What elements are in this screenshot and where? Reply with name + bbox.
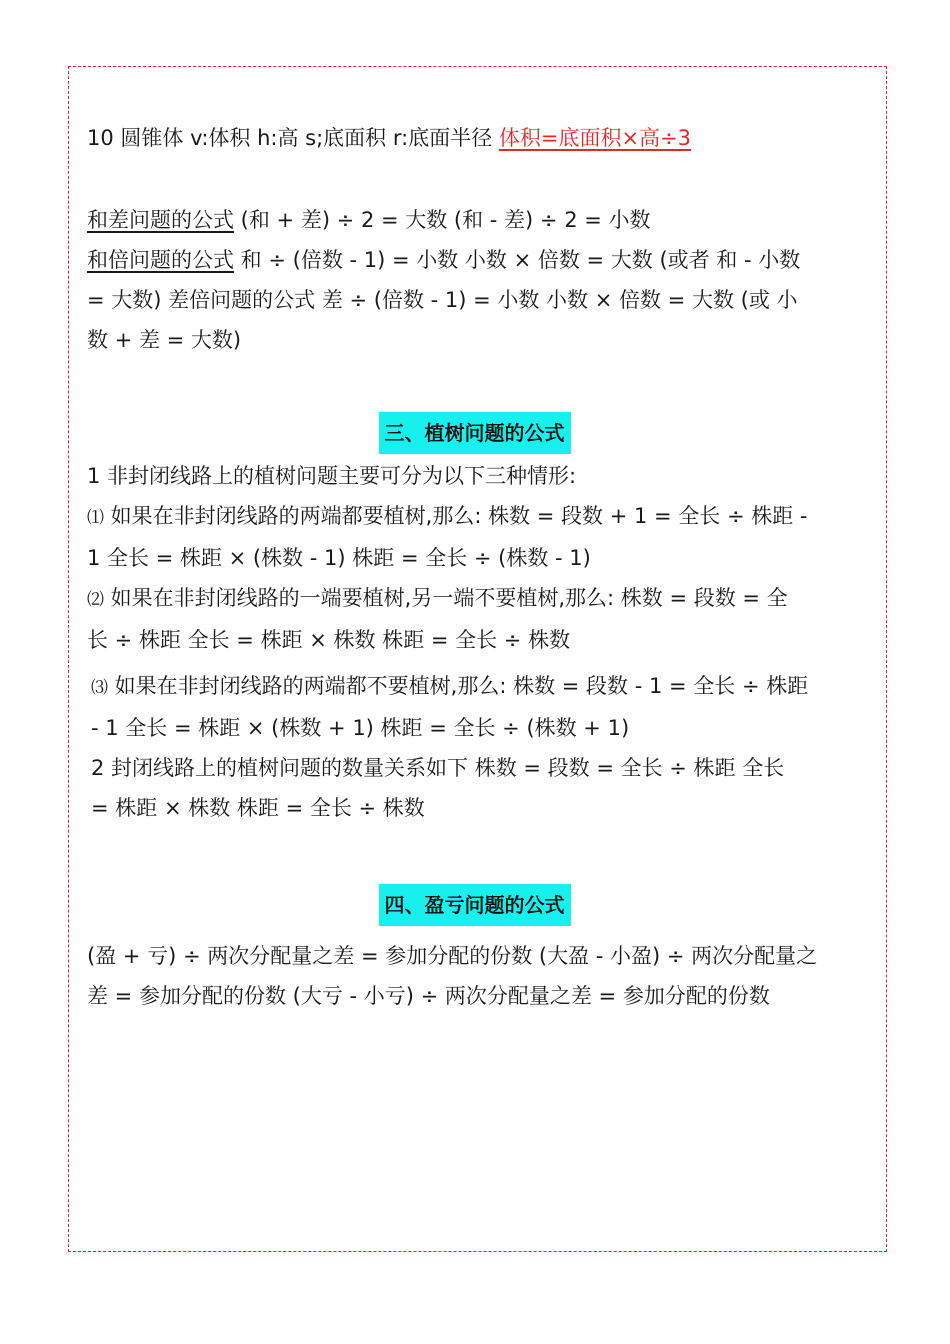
sum-multiple-text-1: 和 ÷ (倍数 - 1) = 小数 小数 × 倍数 = 大数 (或者 和 - 小数 [234, 248, 801, 272]
tree-planting-intro [87, 456, 862, 496]
case-1-text-b: 1 全长 = 株距 × (株数 - 1) 株距 = 全长 ÷ (株数 - 1) [87, 546, 591, 570]
sum-difference-label: 和差问题的公式 [87, 208, 234, 232]
spacer [87, 828, 862, 884]
page-content [87, 118, 862, 1016]
case-2-number: ⑵ [87, 590, 104, 610]
profit-loss-line-2 [87, 976, 862, 1016]
closed-line-1 [87, 748, 862, 788]
section-3-heading: 三、植树问题的公式 [379, 412, 571, 454]
case-1-text-a: 如果在非封闭线路的两端都要植树,那么: 株数 = 段数 + 1 = 全长 ÷ 株距 - [104, 504, 808, 528]
closed-text-a: 2 封闭线路上的植树问题的数量关系如下 株数 = 段数 = 全长 ÷ 株距 全长 [91, 756, 785, 780]
sum-difference-text: (和 + 差) ÷ 2 = 大数 (和 - 差) ÷ 2 = 小数 [234, 208, 651, 232]
case-3-text-a: 如果在非封闭线路的两端都不要植树,那么: 株数 = 段数 - 1 = 全长 ÷ 株距 [108, 674, 809, 698]
cone-variables: 10 圆锥体 v:体积 h:高 s;底面积 r:底面半径 [87, 126, 499, 150]
spacer [87, 158, 862, 200]
case-3-line-1 [87, 666, 862, 708]
case-2-line-1 [87, 578, 862, 620]
profit-loss-text-1: (盈 + 亏) ÷ 两次分配量之差 = 参加分配的份数 (大盈 - 小盈) ÷ 两次分配量之 [87, 944, 818, 968]
spacer [87, 360, 862, 412]
case-3-number: ⑶ [91, 678, 108, 698]
closed-text-b: = 株距 × 株数 株距 = 全长 ÷ 株数 [91, 796, 425, 820]
case-2-text-b: 长 ÷ 株距 全长 = 株距 × 株数 株距 = 全长 ÷ 株数 [87, 628, 571, 652]
spacer [87, 926, 862, 936]
cone-volume-formula: 体积=底面积×高÷3 [498, 126, 692, 150]
profit-loss-line-1 [87, 936, 862, 976]
tree-planting-intro-text: 1 非封闭线路上的植树问题主要可分为以下三种情形: [87, 464, 577, 488]
case-2-line-2 [87, 620, 862, 660]
sum-multiple-text-2: = 大数) 差倍问题的公式 差 ÷ (倍数 - 1) = 小数 小数 × 倍数 = 大数 (或 小 [87, 288, 798, 312]
case-3-text-b: - 1 全长 = 株距 × (株数 + 1) 株距 = 全长 ÷ (株数 + 1) [91, 716, 630, 740]
cone-formula-line [87, 118, 862, 158]
case-1-line-1 [87, 496, 862, 538]
closed-line-2 [87, 788, 862, 828]
sum-multiple-line-3 [87, 320, 862, 360]
section-4-heading: 四、盈亏问题的公式 [379, 884, 571, 926]
sum-difference-line [87, 200, 862, 240]
section-3-heading-row [87, 412, 862, 454]
section-4-heading-row [87, 884, 862, 926]
sum-multiple-text-3: 数 + 差 = 大数) [87, 328, 242, 352]
sum-multiple-line-1 [87, 240, 862, 280]
case-2-text-a: 如果在非封闭线路的一端要植树,另一端不要植树,那么: 株数 = 段数 = 全 [104, 586, 788, 610]
sum-multiple-label: 和倍问题的公式 [87, 248, 234, 272]
case-1-line-2 [87, 538, 862, 578]
case-1-number: ⑴ [87, 508, 104, 528]
case-3-line-2 [87, 708, 862, 748]
profit-loss-text-2: 差 = 参加分配的份数 (大亏 - 小亏) ÷ 两次分配量之差 = 参加分配的份数 [87, 984, 770, 1008]
sum-multiple-line-2 [87, 280, 862, 320]
